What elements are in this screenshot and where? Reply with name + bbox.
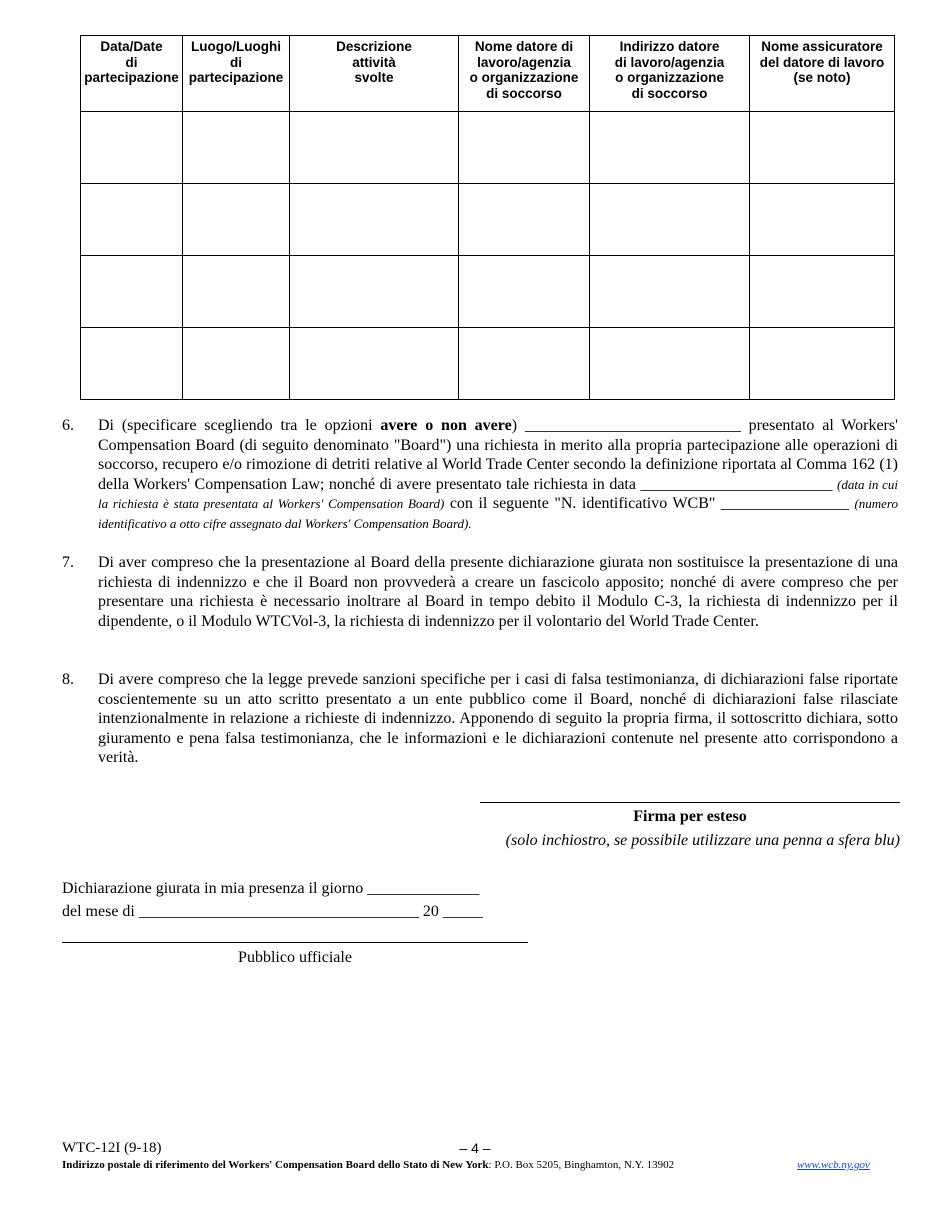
item-6-options: avere o non avere: [380, 417, 512, 434]
item-text: [98, 416, 898, 533]
item-6-text-c: ) ___________________________ presentato al Workers' Compensation Board (di seguito denominato "Board") una richiesta in merito alla propria partecipazione alle operazioni di soccorso, recupero e/o rimozione di detriti relative al World Trade Center secondo la definizione riportata al Comma 162 (1) della Workers' Compensation Law; nonché di avere presentato tale richiesta in data ________________________: [98, 417, 898, 493]
table-cell[interactable]: [750, 256, 895, 328]
table-cell[interactable]: [290, 328, 459, 400]
oath-line-month: del mese di ___________________________________ 20 _____: [62, 903, 483, 920]
table-cell[interactable]: [81, 184, 183, 256]
table-cell[interactable]: [183, 112, 290, 184]
page-number: – 4 –: [459, 1140, 491, 1156]
table-cell[interactable]: [81, 328, 183, 400]
table-cell[interactable]: [590, 256, 750, 328]
table-cell[interactable]: [459, 328, 590, 400]
form-code: WTC-12I (9-18): [62, 1140, 162, 1156]
item-6: [62, 416, 898, 533]
table-cell[interactable]: [590, 328, 750, 400]
header-employer-address: Indirizzo datore di lavoro/agenzia o organizzazione di soccorso: [590, 36, 750, 112]
item-6-text-e: con il seguente "N. identificativo WCB" ________________: [444, 495, 855, 512]
table-cell[interactable]: [290, 112, 459, 184]
table-cell[interactable]: [750, 184, 895, 256]
address-bold: Indirizzo postale di riferimento del Workers' Compensation Board dello Stato di New York: [62, 1159, 489, 1171]
item-text: Di aver compreso che la presentazione al Board della presente dichiarazione giurata non sostituisce la presentazione di una richiesta di indennizzo e che il Board non provvederà a creare un fascicolo apposito; nonché di avere compreso che per presentare una richiesta è necessario inoltrare al Board in tempo debito il Modulo C-3, la richiesta di indennizzo per il dipendente, o il Modulo WTCVol-3, la richiesta di indennizzo per il volontario del World Trade Center.: [98, 554, 898, 630]
header-insurer-name: Nome assicuratore del datore di lavoro (se noto): [750, 36, 895, 112]
table-cell[interactable]: [290, 256, 459, 328]
item-text: Di avere compreso che la legge prevede sanzioni specifiche per i casi di falsa testimonianza, di dichiarazioni false riportate coscientemente su un atto scritto presentato a un ente pubblico come il Board, nonché di dichiarazioni false rilasciate intenzionalmente in relazione a richieste di indennizzo. Apponendo di seguito la propria firma, il sottoscritto dichiara, sotto giuramento e pena falsa testimonianza, che le informazioni e le dichiarazioni contenute nel presente atto corrispondono a verità.: [98, 671, 898, 766]
table-cell[interactable]: [750, 328, 895, 400]
header-employer-name: Nome datore di lavoro/agenzia o organizzazione di soccorso: [459, 36, 590, 112]
item-number: 6.: [62, 417, 74, 434]
header-activities: Descrizione attività svolte: [290, 36, 459, 112]
item-6-date-hint: (data in cui la richiesta è stata presentata al Workers' Compensation Board): [98, 476, 899, 511]
item-6-text-a: Di (specificare scegliendo tra le opzioni: [98, 417, 381, 434]
participation-table: [80, 35, 895, 400]
mailing-address: [62, 1159, 674, 1171]
signature-label: Firma per esteso: [633, 808, 747, 825]
address-rest: : P.O. Box 5205, Binghamton, N.Y. 13902: [488, 1159, 675, 1171]
header-dates: Data/Date di partecipazione: [81, 36, 183, 112]
table-row: [81, 112, 895, 184]
table-row: [81, 184, 895, 256]
signature-line[interactable]: [480, 802, 900, 803]
table-cell[interactable]: [183, 328, 290, 400]
table-cell[interactable]: [183, 184, 290, 256]
table-cell[interactable]: [590, 184, 750, 256]
table-row: [81, 256, 895, 328]
website-link[interactable]: www.wcb.ny.gov: [797, 1159, 870, 1171]
table-cell[interactable]: [459, 184, 590, 256]
item-8: [62, 670, 898, 768]
item-7: [62, 553, 898, 631]
table-cell[interactable]: [290, 184, 459, 256]
table-cell[interactable]: [81, 256, 183, 328]
official-label: Pubblico ufficiale: [238, 949, 352, 966]
official-signature-line[interactable]: [62, 942, 528, 943]
table-cell[interactable]: [750, 112, 895, 184]
item-6-wcb-hint: (numero identificativo a otto cifre assegnato dal Workers' Compensation Board).: [98, 496, 899, 531]
table-cell[interactable]: [183, 256, 290, 328]
table-cell[interactable]: [459, 256, 590, 328]
header-places: Luogo/Luoghi di partecipazione: [183, 36, 290, 112]
table-header-row: [81, 36, 895, 112]
item-number: 8.: [62, 671, 74, 688]
table-row: [81, 328, 895, 400]
oath-line-day: Dichiarazione giurata in mia presenza il giorno ______________: [62, 880, 480, 897]
table-cell[interactable]: [81, 112, 183, 184]
signature-note: (solo inchiostro, se possibile utilizzare una penna a sfera blu): [505, 832, 900, 849]
item-number: 7.: [62, 554, 74, 571]
table-cell[interactable]: [590, 112, 750, 184]
table-cell[interactable]: [459, 112, 590, 184]
